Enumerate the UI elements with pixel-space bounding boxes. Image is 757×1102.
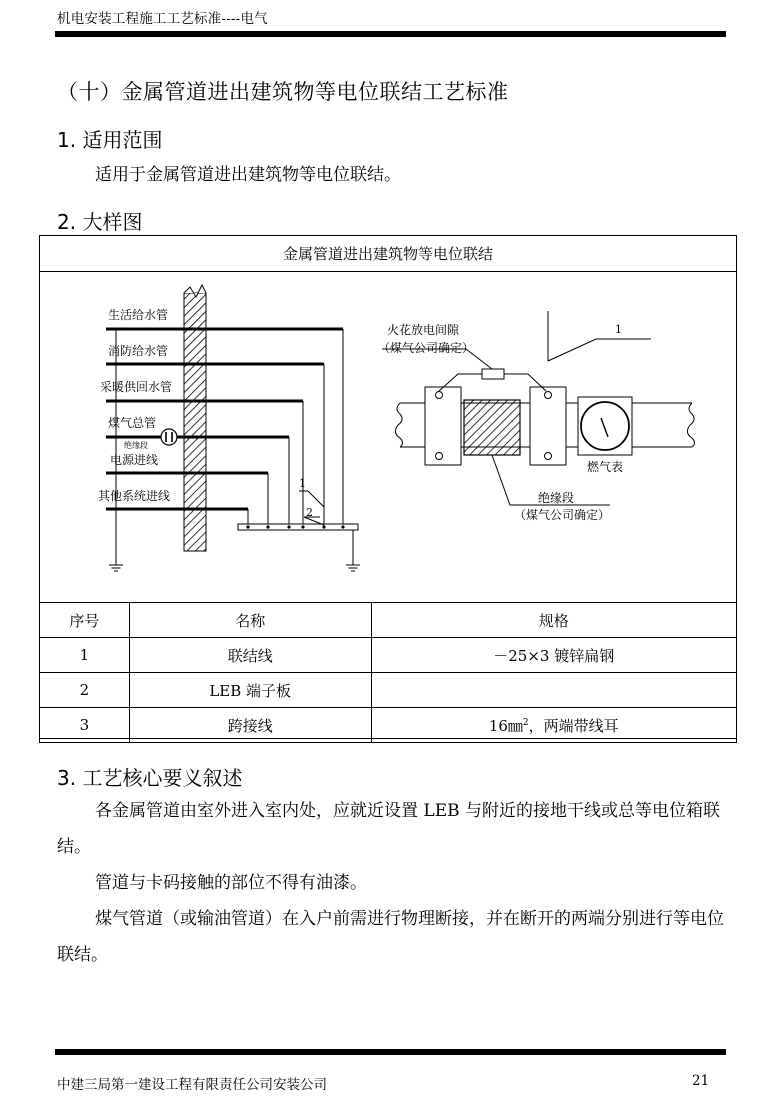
spec-tail: ，两端带线耳 — [528, 716, 619, 735]
ground-symbol-left — [109, 565, 123, 571]
header-spec: 规格 — [371, 603, 736, 638]
callout-2-left: 2 — [306, 506, 313, 519]
section-2-heading: 2. 大样图 — [57, 210, 143, 234]
label-insulation-section: 绝缘段 — [538, 491, 575, 505]
page-number: 21 — [692, 1073, 710, 1089]
callout-1-right: 1 — [615, 323, 622, 336]
label-domestic-water: 生活给水管 — [108, 308, 169, 322]
section-3-paragraph: 各金属管道由室外进入室内处，应就近设置 LEB 与附近的接地干线或总等电位箱联结。 — [57, 801, 720, 857]
label-insulation-note: （煤气公司确定） — [514, 508, 611, 522]
ground-symbol-right — [346, 565, 360, 571]
label-gas-main: 煤气总管 — [108, 416, 157, 430]
label-other-systems: 其他系统进线 — [98, 489, 171, 503]
label-heating-water: 采暖供回水管 — [100, 380, 173, 394]
header-name: 名称 — [129, 603, 371, 638]
spec-superscript: 2 — [522, 717, 529, 728]
section-3-paragraph: 管道与卡码接触的部位不得有油漆。 — [95, 873, 367, 893]
label-gas-meter: 燃气表 — [587, 460, 624, 474]
section-1-text — [57, 157, 725, 193]
insulation-section — [464, 400, 520, 455]
pipe-clamp-right — [530, 387, 566, 465]
table-row — [40, 673, 737, 708]
insulation-joint-symbol — [161, 429, 177, 445]
footer-company: 中建三局第一建设工程有限责任公司安装公司 — [57, 1077, 327, 1093]
gas-meter — [578, 397, 632, 455]
label-spark-gap-note: （煤气公司确定） — [378, 341, 475, 355]
label-spark-gap: 火花放电间隙 — [387, 323, 460, 337]
section-3-paragraph: 煤气管道（或输油管道）在入户前需进行物理断接，并在断开的两端分别进行等电位联结。 — [57, 909, 724, 965]
section-1-heading: 1. 适用范围 — [57, 128, 163, 152]
footer-rule — [55, 1049, 726, 1055]
row-name: 跨接线 — [129, 708, 371, 743]
table-row — [40, 708, 737, 743]
row-spec: －25×3 镀锌扁钢 — [371, 638, 736, 673]
wall-section — [184, 285, 206, 551]
label-insulation-joint: 绝缘段 — [124, 441, 148, 450]
row-name: LEB 端子板 — [129, 673, 371, 708]
leb-terminal-board — [238, 524, 358, 565]
spec-table — [39, 602, 737, 743]
page-header: 机电安装工程施工工艺标准----电气 — [57, 11, 268, 27]
table-header-row — [40, 603, 737, 638]
callout-1-left: 1 — [299, 477, 306, 490]
row-spec — [371, 708, 736, 743]
row-no: 3 — [40, 708, 130, 743]
figure-caption: 金属管道进出建筑物等电位联结 — [40, 236, 736, 272]
row-name: 联结线 — [129, 638, 371, 673]
row-spec — [371, 673, 736, 708]
section-1-paragraph: 适用于金属管道进出建筑物等电位联结。 — [95, 165, 401, 185]
section-3-heading: 3. 工艺核心要义叙述 — [57, 766, 243, 790]
table-row — [40, 638, 737, 673]
section-3-body — [57, 793, 725, 973]
page-title: （十）金属管道进出建筑物等电位联结工艺标准 — [57, 80, 509, 104]
spec-size: 16㎜ — [488, 716, 523, 735]
row-no: 1 — [40, 638, 130, 673]
row-no: 2 — [40, 673, 130, 708]
equipotential-diagram — [40, 273, 736, 602]
header-rule — [55, 31, 726, 37]
label-fire-water: 消防给水管 — [108, 344, 169, 358]
label-power-incoming: 电源进线 — [110, 453, 159, 467]
header-no: 序号 — [40, 603, 130, 638]
pipe-clamp-left — [425, 387, 461, 465]
